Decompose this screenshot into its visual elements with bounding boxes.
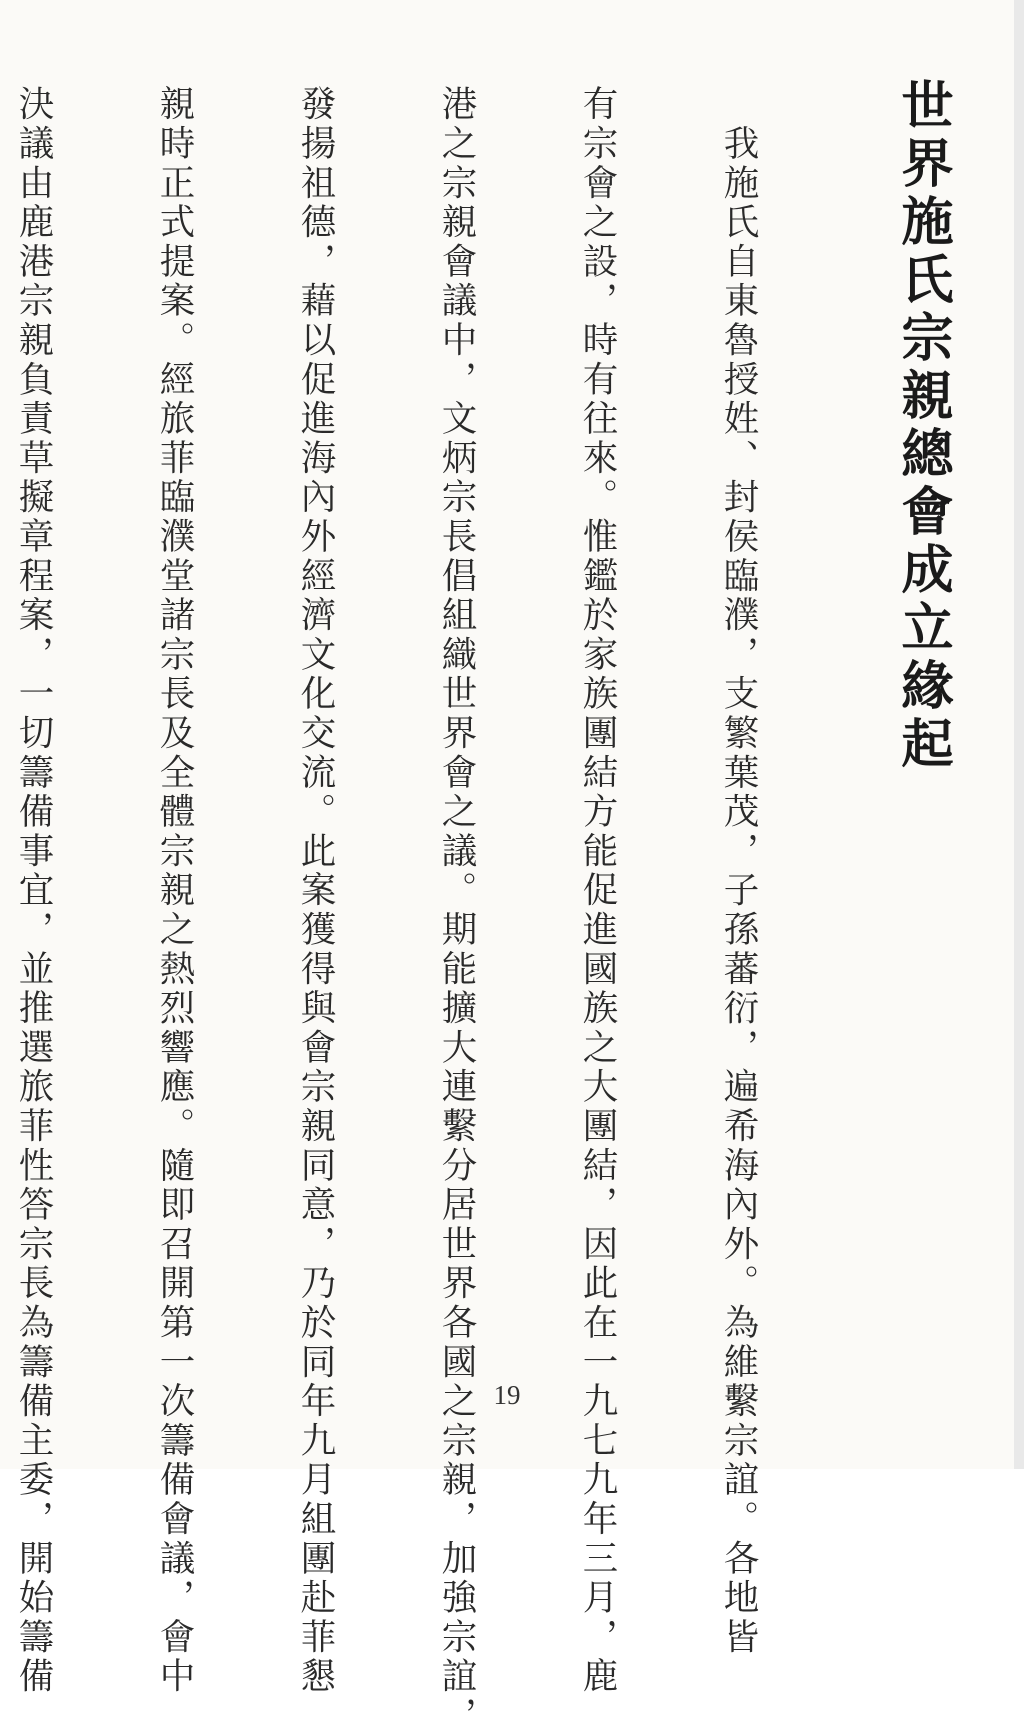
page-number: 19	[493, 1380, 521, 1410]
text-column: 我施氏自東魯授姓、封侯臨濮，支繁葉茂，子孫蕃衍，遍希海內外。為維繫宗誼。各地皆	[718, 85, 759, 1657]
text-column: 親時正式提案。經旅菲臨濮堂諸宗長及全體宗親之熱烈響應。隨即召開第一次籌備會議，會中	[154, 85, 195, 1697]
text-column: 港之宗親會議中，文炳宗長倡組織世界會之議。期能擴大連繫分居世界各國之宗親，加強宗誼，	[436, 85, 477, 1736]
page-edge	[1014, 0, 1024, 1469]
text-column: 有宗會之設，時有往來。惟鑑於家族團結方能促進國族之大團結，因此在一九七九年三月，鹿	[577, 85, 618, 1697]
document-title: 世界施氏宗親總會成立緣起	[892, 78, 952, 774]
text-column: 決議由鹿港宗親負責草擬章程案，一切籌備事宜，並推選旅菲性答宗長為籌備主委，開始籌備	[13, 85, 54, 1697]
text-column: 發揚祖德，藉以促進海內外經濟文化交流。此案獲得與會宗親同意，乃於同年九月組團赴菲懇	[295, 85, 336, 1697]
